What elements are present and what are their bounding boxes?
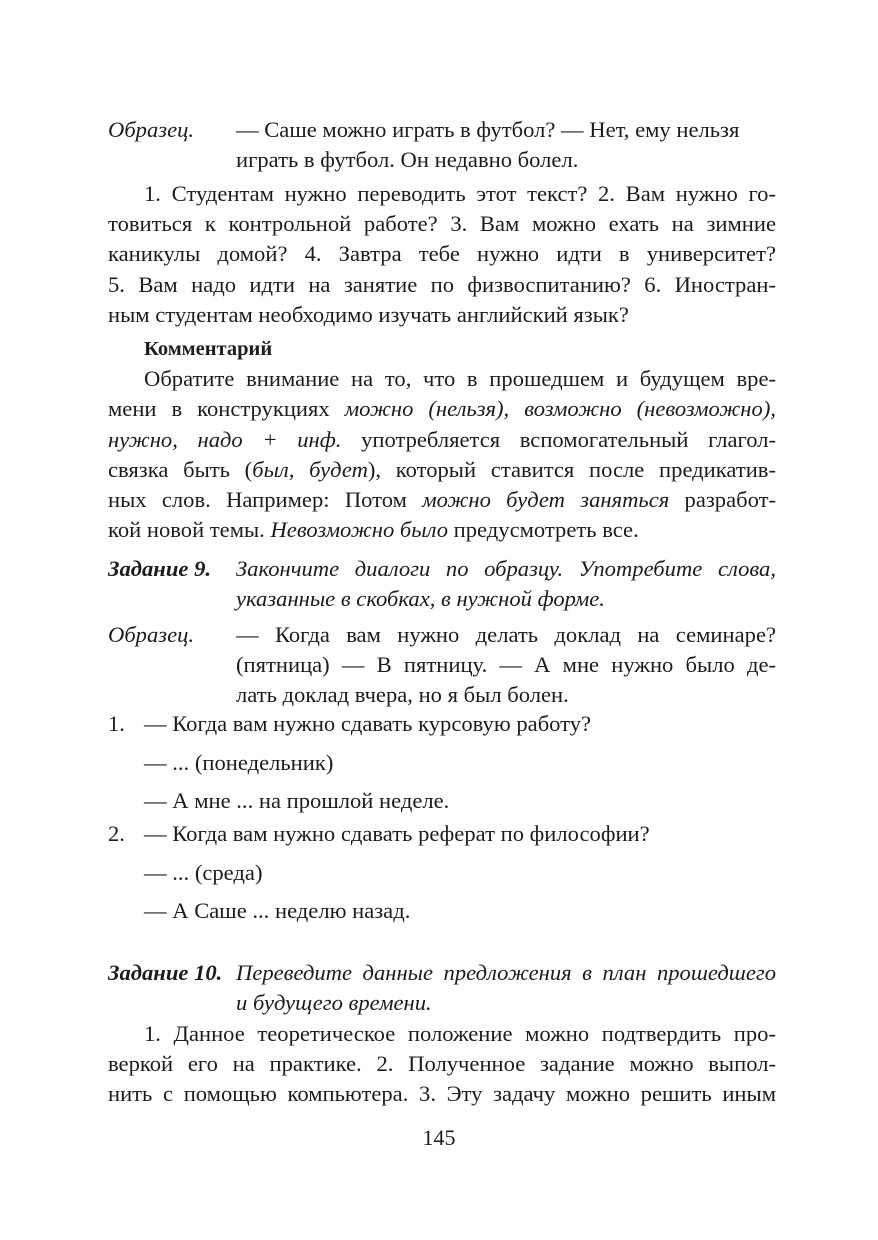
commentary-heading: Комментарий (144, 338, 273, 360)
question-line: 1. Студентам нужно переводить этот текст? 2. Вам нужно го- (144, 181, 776, 206)
task-label: Задание 9. (108, 556, 212, 581)
exercise-questions (108, 179, 776, 330)
question-line: ным студентам необходимо изучать английский язык? (108, 301, 629, 327)
sentence-line: 1. Данное теоретическое положение можно подтвердить про- (144, 1021, 776, 1046)
dialogue-reply: — А мне ... на прошлой неделе. (144, 788, 450, 813)
dialogue-1 (108, 709, 776, 739)
sample-block-1 (108, 115, 776, 175)
page-number: 145 (422, 1125, 456, 1150)
task-line: Переведите данные предложения в план прошедшего (236, 960, 776, 985)
commentary-line (108, 515, 776, 545)
task-text (236, 958, 776, 1018)
dialogue-question-row (108, 819, 776, 849)
sample-line: (пятница) — В пятницу. — А мне нужно было де- (236, 652, 776, 678)
question-line: каникулы домой? 4. Завтра тебе нужно идти в университет? (108, 241, 776, 267)
dialogue-number: 1. (108, 711, 125, 736)
commentary-section (108, 334, 776, 545)
dialogue-question-row (108, 709, 776, 739)
dialogue-reply: — А Саше ... неделю назад. (144, 898, 411, 923)
commentary-text: ных слов. Например: Потом (108, 487, 423, 513)
sample-text (236, 115, 776, 175)
question-line: товиться к контрольной работе? 3. Вам можно ехать на зимние (108, 211, 776, 237)
sample-line: — Саше можно играть в футбол? — Нет, ему нельзя (236, 117, 740, 142)
sample-label: Образец. (108, 117, 195, 142)
commentary-line (108, 394, 776, 424)
commentary-italic: можно (нельзя), возможно (невозможно), (344, 396, 776, 422)
sentence-line: нить с помощью компьютера. 3. Эту задачу можно решить иным (108, 1081, 776, 1107)
commentary-text: предусмотреть все. (448, 517, 639, 543)
commentary-line (108, 485, 776, 515)
task-line: Закончите диалоги по образцу. Употребите слова, (236, 556, 776, 581)
task-line: и будущего времени. (236, 990, 432, 1016)
commentary-italic: был, будет (252, 456, 368, 482)
sample-text (236, 620, 776, 711)
commentary-text: разработ- (669, 487, 777, 513)
commentary-italic: можно будет заняться (422, 487, 670, 513)
commentary-text: связка быть ( (108, 456, 253, 482)
commentary-text: ), который ставится после предикатив- (367, 456, 776, 482)
sample-label: Образец. (108, 622, 195, 647)
sample-line: играть в футбол. Он недавно болел. (236, 147, 579, 173)
dialogue-reply: — ... (понедельник) (144, 750, 334, 775)
sample-line: — Когда вам нужно делать доклад на семинаре? (236, 622, 776, 647)
dialogue-2 (108, 819, 776, 849)
task-10 (108, 958, 776, 1018)
task-text (236, 554, 776, 614)
dialogue-question: — Когда вам нужно сдавать реферат по философии? (144, 821, 650, 846)
task-9 (108, 554, 776, 614)
sample-block-2 (108, 620, 776, 711)
sentence-line: веркой его на практике. 2. Полученное задание можно выпол- (108, 1051, 776, 1077)
task-label: Задание 10. (108, 960, 223, 985)
commentary-line (108, 455, 776, 485)
dialogue-question: — Когда вам нужно сдавать курсовую работу? (144, 711, 592, 736)
commentary-line (108, 425, 776, 455)
question-line: 5. Вам надо идти на занятие по физвоспитанию? 6. Иностран- (108, 271, 776, 297)
commentary-italic: нужно, надо + инф. (108, 426, 342, 452)
commentary-italic: Невозможно было (270, 517, 449, 543)
commentary-text: кой новой темы. (108, 517, 271, 543)
commentary-text: мени в конструкциях (108, 396, 345, 422)
dialogue-number: 2. (108, 821, 125, 846)
dialogue-reply: — ... (среда) (144, 860, 263, 885)
commentary-text: употребляется вспомогательный глагол- (341, 426, 776, 452)
sample-line: лать доклад вчера, но я был болен. (236, 682, 569, 708)
task10-sentences (108, 1019, 776, 1110)
commentary-line: Обратите внимание на то, что в прошедшем и будущем вре- (144, 366, 776, 392)
task-line: указанные в скобках, в нужной форме. (236, 586, 605, 612)
